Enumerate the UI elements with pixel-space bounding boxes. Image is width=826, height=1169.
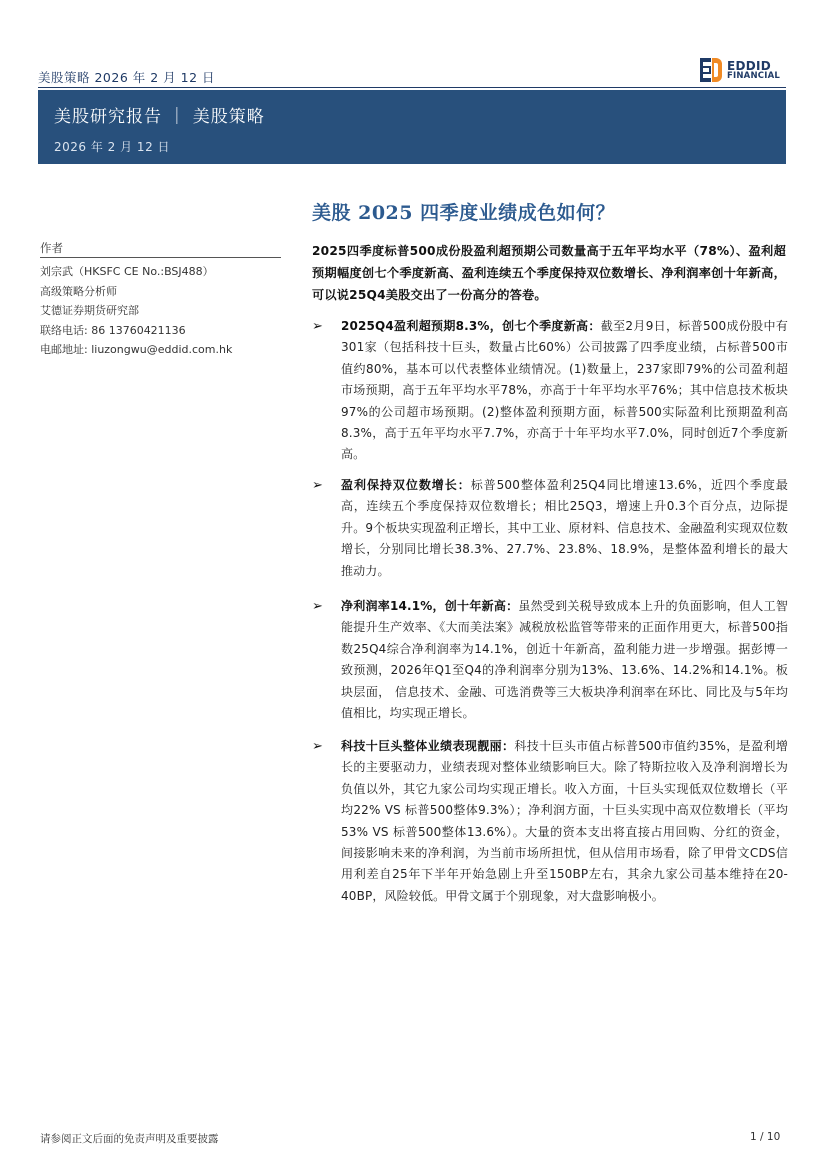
bullet-lead: 盈利保持双位数增长： bbox=[341, 478, 471, 492]
bullet-point bbox=[312, 736, 788, 907]
bullet-body bbox=[341, 316, 788, 466]
report-title: 美股 2025 四季度业绩成色如何？ bbox=[312, 202, 616, 224]
page-number: 1 / 10 bbox=[750, 1131, 781, 1143]
author-position: 高级策略分析师 bbox=[40, 284, 117, 298]
author-name: 刘宗武（HKSFC CE No.:BSJ488） bbox=[40, 265, 214, 278]
arrow-bullet-icon: ➢ bbox=[312, 319, 323, 334]
author-info bbox=[40, 262, 290, 360]
eddid-logo-icon bbox=[700, 58, 722, 82]
bullet-text: 虽然受到关税导致成本上升的负面影响，但人工智能提升生产效率、《大而美法案》减税放松监管等带来的正面作用更大，标普500指数25Q4综合净利润率为14.1%，创近十年新高，盈利能力进一步增强。据彭博一致预测，2026年Q1至Q4的净利润率分别为13%、13.6%、14.2%和14.1%。板块层面， 信息技术、金融、可选消费等三大板块净利润率在环比、同比及与5年均值相比，均实现正增长。 bbox=[341, 599, 788, 721]
header-divider bbox=[38, 87, 786, 88]
bullet-lead: 科技十巨头整体业绩表现靓丽： bbox=[341, 739, 515, 753]
banner-date: 2026 年 2 月 12 日 bbox=[54, 140, 171, 154]
header-date-label: 美股策略 2026 年 2 月 12 日 bbox=[38, 70, 216, 85]
report-banner bbox=[38, 90, 786, 164]
bullet-text: 截至2月9日，标普500成份股中有301家（包括科技十巨头，数量占比60%）公司披露了四季度业绩，占标普500市值约80%，基本可以代表整体业绩情况。(1)数量上，237家即79%的公司盈利超市场预期，高于五年平均水平78%，亦高于十年平均水平76%；其中信息技术板块97%的公司超市场预期。(2)整体盈利预期方面，标普500实际盈利比预期盈利高8.3%，高于五年平均水平7.7%，亦高于十年平均水平7.0%，同时创近7个季度新高。 bbox=[341, 319, 788, 462]
author-department: 艾德证券期货研究部 bbox=[40, 304, 139, 317]
bullet-body bbox=[341, 475, 788, 582]
logo-text-eddid: EDDID bbox=[727, 59, 772, 73]
bullet-point bbox=[312, 475, 788, 582]
footer-disclaimer: 请参阅正文后面的免责声明及重要披露 bbox=[40, 1133, 219, 1145]
logo-text-financial: FINANCIAL bbox=[727, 71, 780, 81]
author-phone: 联络电话: 86 13760421136 bbox=[40, 323, 186, 337]
bullet-point bbox=[312, 596, 788, 724]
bullet-body bbox=[341, 736, 788, 907]
arrow-bullet-icon: ➢ bbox=[312, 478, 323, 493]
bullet-lead: 净利润率14.1%，创十年新高： bbox=[341, 599, 519, 613]
bullet-text: 科技十巨头市值占标普500市值约35%，是盈利增长的主要驱动力，业绩表现对整体业绩影响巨大。除了特斯拉收入及净利润增长为负值以外，其它九家公司均实现正增长。收入方面，十巨头实现低双位数增长（平均22% VS 标普500整体9.3%）；净利润方面，十巨头实现中高双位数增长（平均53% VS 标普500整体13.6%）。大量的资本支出将直接占用回购、分红的资金，间接影响未来的净利润，为当前市场所担忧，但从信用市场看，除了甲骨文CDS信用利差自25年下半年开始急剧上升至150BP左右，其余九家公司基本维持在20-40BP，风险较低。甲骨文属于个别现象，对大盘影响极小。 bbox=[341, 739, 788, 903]
bullet-lead: 2025Q4盈利超预期8.3%，创七个季度新高： bbox=[341, 319, 601, 333]
author-divider bbox=[40, 257, 281, 258]
summary-intro: 2025四季度标普500成份股盈利超预期公司数量高于五年平均水平（78%）、盈利超预期幅度创七个季度新高、盈利连续五个季度保持双位数增长、净利润率创十年新高，可以说25Q4美股交出了一份高分的答卷。 bbox=[312, 244, 786, 302]
author-heading: 作者 bbox=[40, 241, 63, 255]
author-email[interactable]: 电邮地址: liuzongwu@eddid.com.hk bbox=[40, 343, 233, 356]
banner-title: 美股研究报告 ｜ 美股策略 bbox=[54, 107, 265, 127]
company-logo bbox=[700, 57, 790, 83]
bullet-point bbox=[312, 316, 788, 466]
bullet-body bbox=[341, 596, 788, 724]
bullet-text: 标普500整体盈利25Q4同比增速13.6%，近四个季度最高，连续五个季度保持双位数增长；相比25Q3，增速上升0.3个百分点，边际提升。9个板块实现盈利正增长，其中工业、原材料、信息技术、金融盈利实现双位数增长，分别同比增长38.3%、27.7%、23.8%、18.9%，是整体盈利增长的最大推动力。 bbox=[341, 478, 788, 578]
arrow-bullet-icon: ➢ bbox=[312, 739, 323, 754]
arrow-bullet-icon: ➢ bbox=[312, 599, 323, 614]
